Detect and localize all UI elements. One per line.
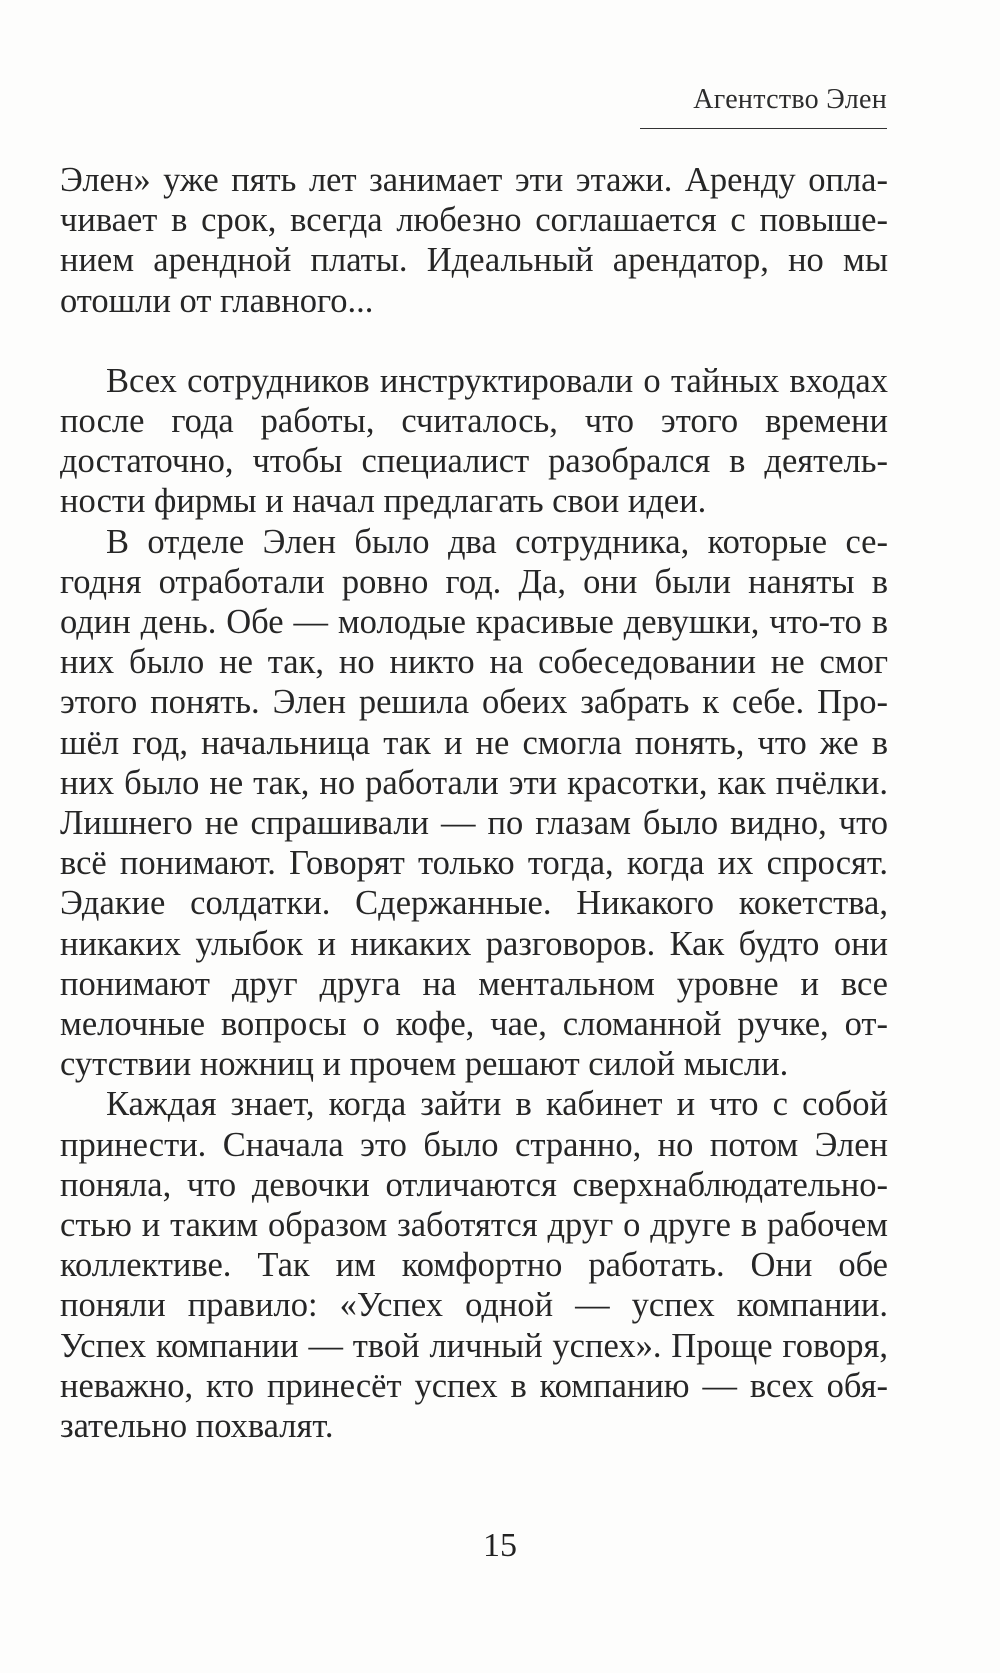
paragraph: Всех сотрудников инструктировали о тайных входах после года работы, считалось, что этого времени достаточно, чтобы специалист разобрался в деятельности фирмы и начал предлагать свои идеи.: [60, 361, 888, 521]
paragraph-continued: Элен» уже пять лет занимает эти этажи. Аренду оплачивает в срок, всегда любезно соглашается с повышением арендной платы. Идеальный арендатор, но мы отошли от главного...: [60, 161, 888, 320]
running-header: Агентство Элен: [693, 84, 887, 115]
header-rule: [640, 128, 887, 129]
page-number: 15: [483, 1527, 517, 1564]
paragraph: В отделе Элен было два сотрудника, которые сегодня отработали ровно год. Да, они были наняты в один день. Обе — молодые красивые девушки, что-то в них было не так, но никто на собеседовании не смог этого понять. Элен решила обеих забрать к себе. Прошёл год, начальница так и не смогла понять, что же в них было не так, но работали эти красотки, как пчёлки. Лишнего не спрашивали — по глазам было видно, что всё понимают. Говорят только тогда, когда их спросят. Эдакие солдатки. Сдержанные. Никакого кокетства, никаких улыбок и никаких разговоров. Как будто они понимают друг друга на ментальном уровне и все мелочные вопросы о кофе, чае, сломанной ручке, отсутствии ножниц и прочем решают силой мысли.: [60, 522, 888, 1084]
paragraph: Каждая знает, когда зайти в кабинет и что с собой принести. Сначала это было странно, но потом Элен поняла, что девочки отличаются сверхнаблюдательностью и таким образом заботятся друг о друге в рабочем коллективе. Так им комфортно работать. Они обе поняли правило: «Успех одной — успех компании. Успех компании — твой личный успех». Проще говоря, неважно, кто принесёт успех в компанию — всех обязательно похвалят.: [60, 1085, 888, 1446]
body-text: [60, 160, 888, 1446]
